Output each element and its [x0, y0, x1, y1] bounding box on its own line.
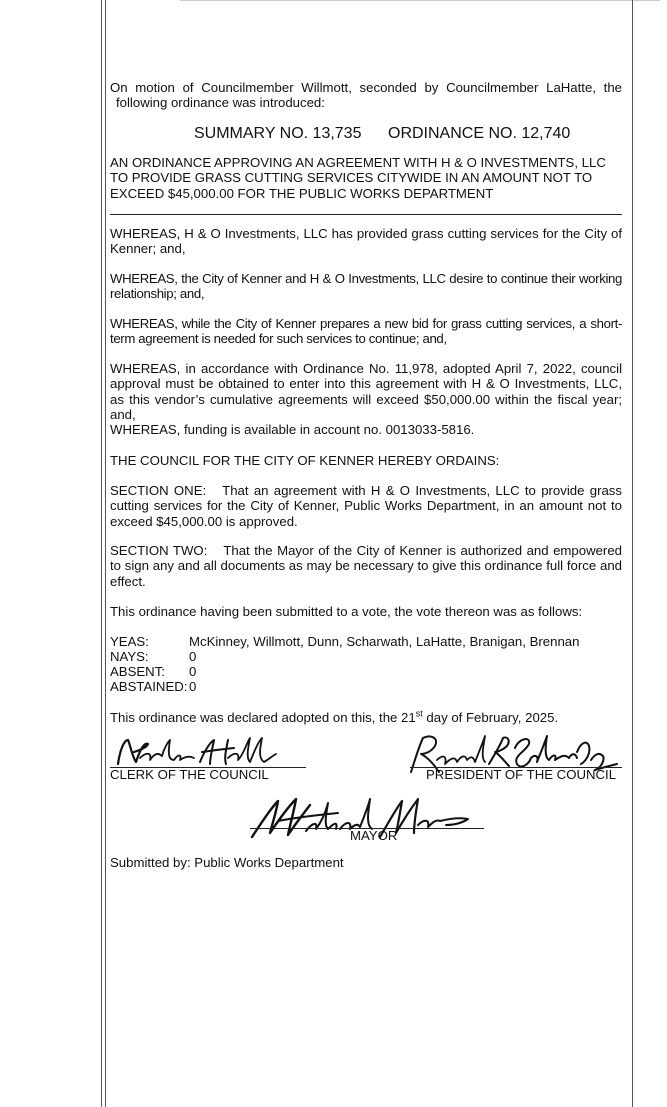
ordinance-number: ORDINANCE NO. 12,740	[388, 125, 571, 142]
section-two-label: SECTION TWO:	[110, 543, 208, 558]
nays-label: NAYS:	[110, 649, 149, 664]
left-margin-line-inner	[105, 0, 106, 1107]
abstained-value: 0	[189, 679, 197, 694]
submitted-by: Submitted by: Public Works Department	[110, 855, 344, 870]
ordains-heading: THE COUNCIL FOR THE CITY OF KENNER HEREBY ORDAINS:	[110, 453, 500, 468]
whereas-3: WHEREAS, while the City of Kenner prepares a new bid for grass cutting services, a short-term agreement is needed for such services to continue; and,	[110, 316, 622, 347]
adopted-text-after: day of February, 2025.	[422, 710, 559, 725]
whereas-1: WHEREAS, H & O Investments, LLC has provided grass cutting services for the City of Kenner; and,	[110, 226, 622, 257]
adoption-statement	[110, 710, 622, 725]
yeas-value: McKinney, Willmott, Dunn, Scharwath, LaHatte, Branigan, Brennan	[189, 634, 580, 649]
whereas-5: WHEREAS, funding is available in account no. 0013033-5816.	[110, 422, 475, 437]
title-divider	[110, 214, 622, 215]
adopted-ordinal-suffix: st	[415, 708, 423, 719]
absent-value: 0	[189, 664, 197, 679]
absent-label: ABSENT:	[110, 664, 165, 679]
summary-number: SUMMARY NO. 13,735	[194, 125, 362, 142]
section-two-text: That the Mayor of the City of Kenner is authorized and empowered to sign any and all documents as may be necessary to give this ordinance full force and effect.	[110, 543, 622, 589]
section-one-text: That an agreement with H & O Investments, LLC to provide grass cutting services for the City of Kenner, Public Works Department, in an amount not to exceed $45,000.00 is approved.	[110, 483, 622, 529]
whereas-2: WHEREAS, the City of Kenner and H & O Investments, LLC desire to continue their working relationship; and,	[110, 271, 622, 302]
intro-line-2: following ordinance was introduced:	[116, 95, 325, 111]
section-one	[110, 483, 622, 529]
section-one-label: SECTION ONE:	[110, 483, 207, 498]
section-two	[110, 543, 622, 589]
ordinance-numbers	[110, 125, 622, 141]
adopted-text-before: This ordinance was declared adopted on this, the 21	[110, 710, 416, 725]
nays-value: 0	[189, 649, 197, 664]
mayor-label: MAYOR	[350, 828, 398, 843]
ordinance-title: AN ORDINANCE APPROVING AN AGREEMENT WITH H & O INVESTMENTS, LLC TO PROVIDE GRASS CUTTING SERVICES CITYWIDE IN AN AMOUNT NOT TO EXCEED $45,000.00 FOR THE PUBLIC WORKS DEPARTMENT	[110, 155, 606, 201]
yeas-label: YEAS:	[110, 634, 149, 649]
left-margin-line-outer	[101, 0, 102, 1107]
right-margin-line	[632, 0, 633, 1107]
whereas-4: WHEREAS, in accordance with Ordinance No. 11,978, adopted April 7, 2022, council approval must be obtained to enter into this agreement with H & O Investments, LLC, as this vendor’s cumulative agreements will exceed $50,000.00 within the fiscal year; and,	[110, 361, 622, 423]
clerk-signature	[110, 734, 290, 770]
page-top-edge	[180, 0, 660, 1]
intro-line-1: On motion of Councilmember Willmott, seconded by Councilmember LaHatte, the	[110, 80, 622, 95]
president-label: PRESIDENT OF THE COUNCIL	[426, 767, 617, 782]
clerk-label: CLERK OF THE COUNCIL	[110, 767, 269, 782]
abstained-label: ABSTAINED:	[110, 679, 188, 694]
vote-intro: This ordinance having been submitted to a vote, the vote thereon was as follows:	[110, 604, 583, 619]
intro-paragraph	[110, 80, 622, 111]
